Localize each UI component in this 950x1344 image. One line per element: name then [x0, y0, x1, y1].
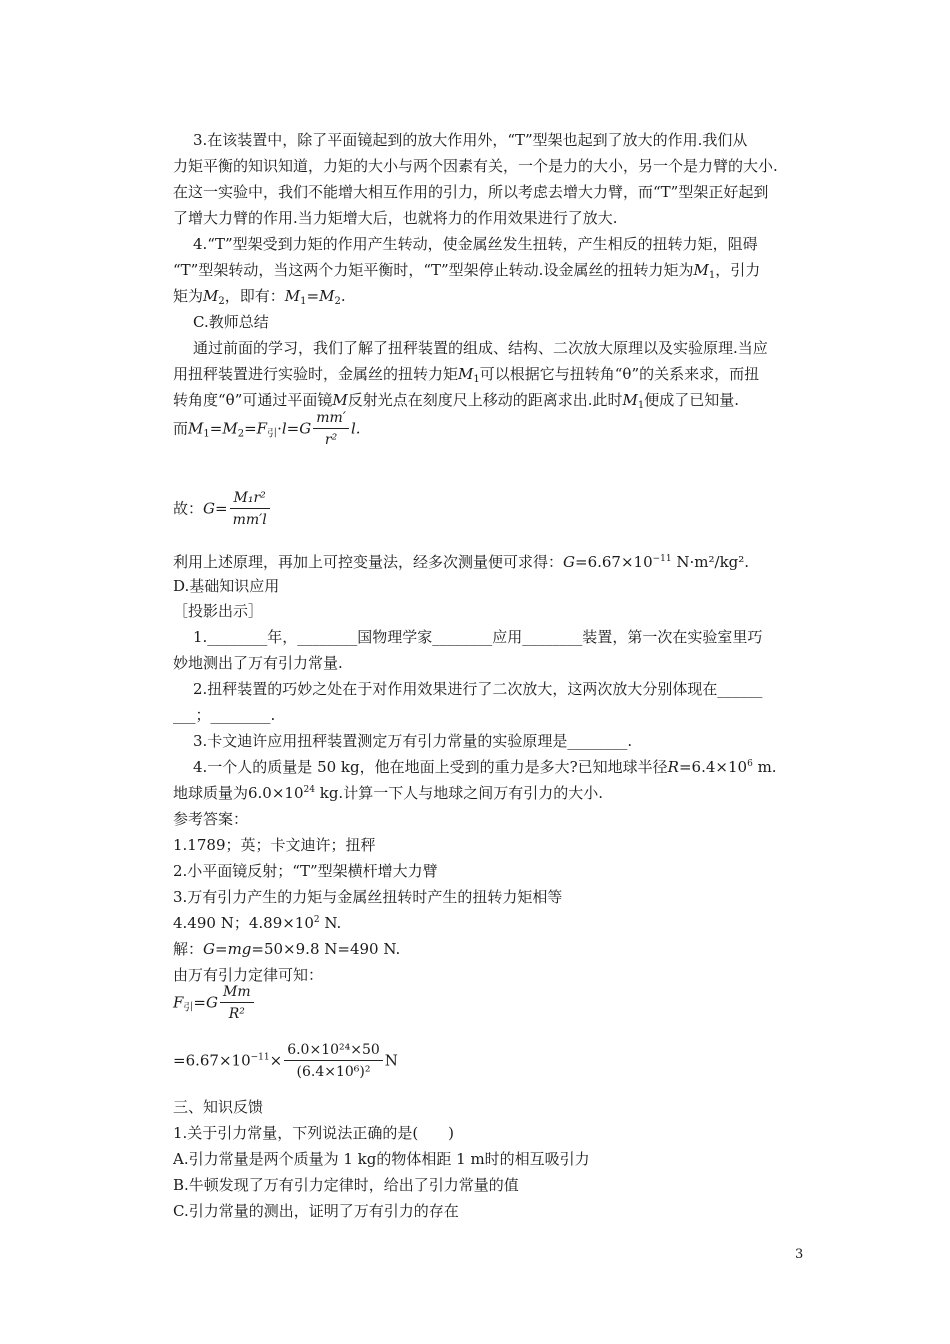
formula-g: 故：G= $\frac{\text{M₁r²}}{mm'l}$ — [173, 488, 272, 531]
question-1-line1: 1.________年，________国物理学家________应用________装置，第一次在实验室里巧 — [193, 628, 763, 646]
basic-app-heading: D.基础知识应用 — [173, 577, 280, 595]
answer-3: 3.万有引力产生的力矩与金属丝扭转时产生的扭转力矩相等 — [173, 888, 563, 906]
summary-line2: 用扭秤装置进行实验时，金属丝的扭转力矩$M_1$可以根据它与扭转角“θ”的关系来求，而扭 — [173, 365, 760, 385]
feedback-heading: 三、知识反馈 — [173, 1098, 264, 1116]
formula-gravity-fraction: $\frac{Mm}{\text{R²}}$ — [220, 982, 254, 1025]
teacher-summary-heading: C.教师总结 — [193, 313, 269, 331]
formula-torque-fraction: $\frac{mm'}{\text{r²}}$ — [313, 408, 349, 451]
para3-line4: 了增大力臂的作用.当力矩增大后，也就将力的作用效果进行了放大. — [173, 209, 618, 227]
formula-torque: 而$M_1=M_2=F_引\cdot l=G$ $\frac{mm'}{\text{r²}}$ l. — [173, 408, 361, 451]
para3-line3: 在这一实验中，我们不能增大相互作用的引力，所以考虑去增大力臂，而“T”型架正好起到 — [173, 183, 769, 201]
question-2-line2: ___；________. — [173, 706, 276, 724]
gravitation-law-line: 由万有引力定律可知： — [173, 966, 324, 984]
page-number: 3 — [795, 1247, 804, 1262]
answer-2: 2.小平面镜反射；“T”型架横杆增大力臂 — [173, 862, 438, 880]
question-1-line2: 妙地测出了万有引力常量. — [173, 654, 343, 672]
question-3: 3.卡文迪许应用扭秤装置测定万有引力常量的实验原理是________. — [193, 732, 633, 750]
feedback-option-b: B.牛顿发现了万有引力定律时，给出了引力常量的值 — [173, 1176, 519, 1194]
formula-gravity-force: $F_引=G$ $\frac{Mm}{\text{R²}}$ — [173, 982, 256, 1025]
summary-line3: 转角度“θ”可通过平面镜M反射光点在刻度尺上移动的距离求出.此时$M_1$便成了已知量. — [173, 391, 740, 411]
para3-line1: 3.在该装置中，除了平面镜起到的放大作用外，“T”型架也起到了放大的作用.我们从 — [193, 131, 748, 149]
para4-line2: “T”型架转动，当这两个力矩平衡时，“T”型架停止转动.设金属丝的扭转力矩为$M_1$，引力 — [173, 261, 761, 281]
summary-line1: 通过前面的学习，我们了解了扭秤装置的组成、结构、二次放大原理以及实验原理.当应 — [193, 339, 768, 357]
question-4-line1: 4.一个人的质量是 50 kg，他在地面上受到的重力是多大?已知地球半径$R=6.4\times 10^6$ m. — [193, 758, 777, 776]
solution-line: 解：G=mg=50×9.8 N=490 N. — [173, 940, 401, 958]
answers-heading: 参考答案： — [173, 810, 249, 828]
answer-1: 1.1789；英；卡文迪许；扭秤 — [173, 836, 376, 854]
feedback-option-a: A.引力常量是两个质量为 1 kg的物体相距 1 m时的相互吸引力 — [173, 1150, 590, 1168]
formula-calculation: $=6.67\times 10^{-11}\times$ $\frac{\text{6.0×10²⁴×50}}{\text{(6.4×10⁶)²}}$ N — [173, 1040, 398, 1083]
result-line: 利用上述原理，再加上可控变量法，经多次测量便可求得：$G=6.67\times 10^{-11}$ N·m²/kg². — [173, 553, 750, 571]
formula-g-fraction: $\frac{\text{M₁r²}}{mm'l}$ — [230, 488, 270, 531]
feedback-option-c: C.引力常量的测出，证明了万有引力的存在 — [173, 1202, 459, 1220]
para3-line2: 力矩平衡的知识知道，力矩的大小与两个因素有关，一个是力的大小，另一个是力臂的大小. — [173, 157, 778, 175]
answer-4: 4.490 N；$4.89\times 10^2$ N. — [173, 914, 342, 932]
formula-calculation-fraction: $\frac{\text{6.0×10²⁴×50}}{\text{(6.4×10⁶)²}}$ — [284, 1040, 383, 1083]
question-2-line1: 2.扭秤装置的巧妙之处在于对作用效果进行了二次放大，这两次放大分别体现在______ — [193, 680, 763, 698]
para4-line1: 4.“T”型架受到力矩的作用产生转动，使金属丝发生扭转，产生相反的扭转力矩，阻碍 — [193, 235, 758, 253]
projection-label: ［投影出示］ — [173, 602, 264, 620]
feedback-question-1: 1.关于引力常量，下列说法正确的是( ) — [173, 1124, 455, 1142]
question-4-line2: 地球质量为$6.0\times 10^{24}$ kg.计算一下人与地球之间万有引力的大小. — [173, 784, 603, 802]
para4-line3: 矩为$M_2$，即有：$M_1=M_2$. — [173, 287, 346, 307]
